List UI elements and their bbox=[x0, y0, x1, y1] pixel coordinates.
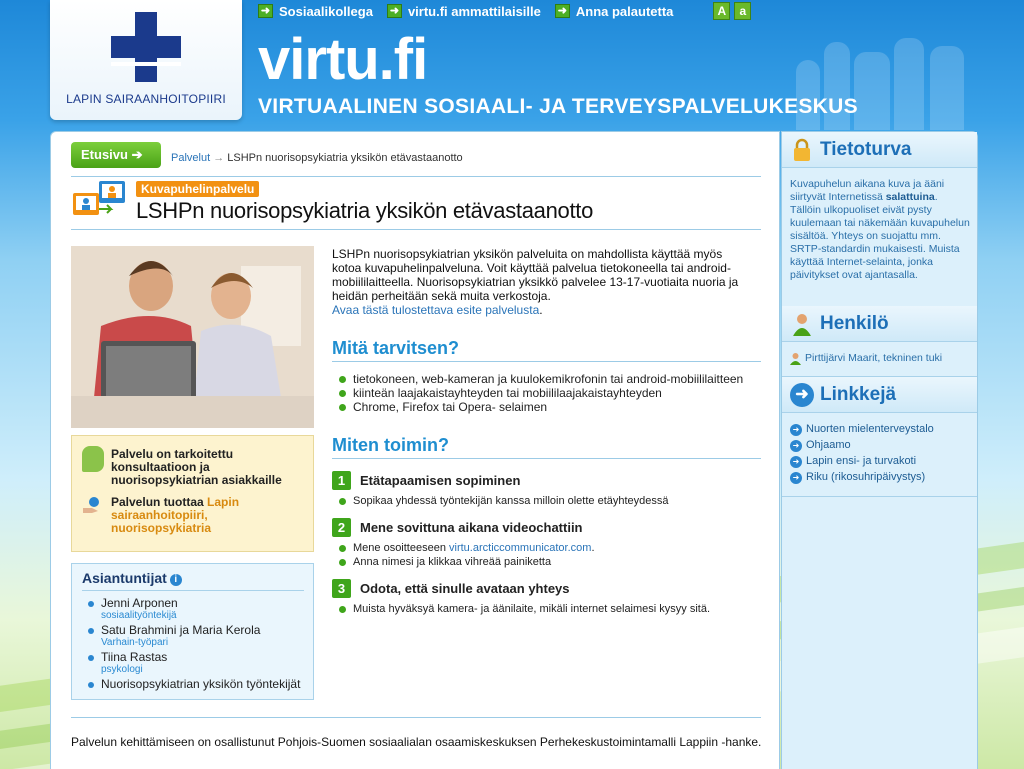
divider bbox=[71, 717, 761, 718]
nav-link-ammattilaisille[interactable]: ➜ virtu.fi ammattilaisille bbox=[387, 4, 541, 19]
breadcrumb-link-palvelut[interactable]: Palvelut bbox=[171, 152, 211, 164]
step-number: 1 bbox=[332, 471, 351, 490]
list-item: kiinteän laajakaistayhteyden tai mobiililaajakaistayhteyden bbox=[339, 386, 743, 400]
experts-box bbox=[71, 563, 314, 700]
arrow-circle-icon: ➜ bbox=[790, 383, 814, 407]
sidebar-link[interactable]: ➜ Ohjaamo bbox=[790, 438, 934, 453]
section-title-howto: Miten toimin? bbox=[332, 435, 449, 455]
links-list bbox=[790, 422, 934, 486]
logo-text: LAPIN SAIRAANHOITOPIIRI bbox=[66, 92, 226, 106]
divider bbox=[71, 176, 761, 177]
home-button[interactable]: Etusivu ➔ bbox=[71, 142, 161, 168]
step-1 bbox=[332, 471, 520, 490]
step-title: Etätapaamisen sopiminen bbox=[360, 473, 521, 488]
font-size-small-button[interactable]: a bbox=[734, 2, 751, 20]
list-item: Nuorisopsykiatrian yksikön työntekijät bbox=[88, 678, 300, 691]
list-item: Sopikaa yhdessä työntekijän kanssa milloin olette etäyhteydessä bbox=[339, 494, 669, 508]
person-icon bbox=[790, 312, 814, 336]
step-3 bbox=[332, 579, 570, 598]
page-title: LSHPn nuorisopsykiatria yksikön etävastaanotto bbox=[136, 198, 594, 223]
lock-icon bbox=[790, 138, 814, 162]
breadcrumb-current: LSHPn nuorisopsykiatria yksikön etävastaanotto bbox=[227, 152, 463, 164]
arrow-circle-icon: ➜ bbox=[790, 440, 802, 452]
arrow-circle-icon: ➜ bbox=[790, 424, 802, 436]
breadcrumb bbox=[171, 152, 463, 164]
divider bbox=[332, 361, 761, 362]
arrow-circle-icon: ➜ bbox=[790, 472, 802, 484]
section-title-needs: Mitä tarvitsen? bbox=[332, 338, 460, 358]
sidebar-header-links: ➜ Linkkejä bbox=[782, 377, 977, 413]
step-number: 3 bbox=[332, 579, 351, 598]
arrow-right-icon: ➔ bbox=[131, 147, 143, 162]
step-title: Odota, että sinulle avataan yhteys bbox=[360, 581, 570, 596]
arrow-right-icon: ➜ bbox=[555, 4, 570, 18]
font-size-large-button[interactable]: A bbox=[713, 2, 730, 20]
security-text: Kuvapuhelun aikana kuva ja ääni siirtyvät Internetissä salattuina. Tällöin ulkopuoliset eivät pysty kuulemaan tai näkemään kuvapuhelun sisältöä. Yhteys on suojattu mm. SRTP-standardin mukaisesti. Muista käyttää Internet-selainta, jonka päivitykset ovat ajantasalla. bbox=[790, 178, 970, 281]
list-item: Mene osoitteeseen virtu.arcticcommunicator.com. bbox=[339, 541, 595, 555]
list-item: Jenni Arponen sosiaalityöntekijä bbox=[88, 597, 300, 621]
service-info-box bbox=[71, 435, 314, 552]
main-content bbox=[50, 131, 780, 769]
person-small-icon bbox=[790, 353, 801, 365]
arrow-right-icon: ➜ bbox=[258, 4, 273, 18]
list-item: Satu Brahmini ja Maria Kerola Varhain-työpari bbox=[88, 624, 300, 648]
info-icon[interactable]: i bbox=[170, 574, 182, 586]
divider bbox=[332, 458, 761, 459]
arrow-right-icon: ➜ bbox=[387, 4, 402, 18]
lead-text: LSHPn nuorisopsykiatrian yksikön palveluita on mahdollista käyttää myös kotoa kuvapuhelinpalveluna. Voit käyttää palvelua tietokoneella tai android-mobiililaitteella. Nuorisopsykiatrian yksikkö palvelee 13-17-vuotiaita nuoria ja heidän perheitään sekä muita verkostoja. Avaa tästä tulostettava esite palvelusta. bbox=[332, 247, 739, 317]
brochure-link[interactable]: Avaa tästä tulostettava esite palvelusta bbox=[332, 303, 540, 317]
video-call-icon bbox=[71, 179, 129, 223]
speech-bubble-icon bbox=[82, 446, 104, 472]
cross-logo-icon bbox=[111, 12, 181, 82]
nav-link-sosiaalikollega[interactable]: ➜ Sosiaalikollega bbox=[258, 4, 373, 19]
provider-hand-icon bbox=[82, 496, 102, 514]
nav-link-palaute[interactable]: ➜ Anna palautetta bbox=[555, 4, 674, 19]
list-item: Anna nimesi ja klikkaa vihreää painiketta bbox=[339, 555, 595, 569]
sidebar-link[interactable]: ➜ Nuorten mielenterveystalo bbox=[790, 422, 934, 437]
sidebar bbox=[781, 131, 978, 769]
step-2 bbox=[332, 518, 583, 537]
sidebar-header-security: Tietoturva bbox=[782, 132, 977, 168]
needs-list bbox=[339, 372, 743, 414]
videochat-link[interactable]: virtu.arcticcommunicator.com bbox=[449, 542, 592, 554]
service-provider: Palvelun tuottaa Lapin sairaanhoitopiiri, nuorisopsykiatria bbox=[111, 495, 240, 535]
sidebar-link[interactable]: ➜ Riku (rikosuhripäivystys) bbox=[790, 470, 934, 485]
step-number: 2 bbox=[332, 518, 351, 537]
person-entry[interactable]: Pirttijärvi Maarit, tekninen tuki bbox=[790, 352, 970, 365]
top-nav bbox=[258, 0, 751, 22]
site-title[interactable]: virtu.fi bbox=[258, 27, 428, 92]
step-title: Mene sovittuna aikana videochattiin bbox=[360, 520, 583, 535]
list-item: tietokoneen, web-kameran ja kuulokemikrofonin tai android-mobiililaitteen bbox=[339, 372, 743, 386]
step-1-list bbox=[339, 494, 669, 508]
service-purpose: Palvelu on tarkoitettu konsultaatioon ja nuorisopsykiatrian asiakkaille bbox=[111, 447, 282, 487]
breadcrumb-separator: → bbox=[213, 152, 225, 164]
list-item: Muista hyväksyä kamera- ja äänilaite, mikäli internet selaimesi kysyy sitä. bbox=[339, 602, 710, 616]
footer-text: Palvelun kehittämiseen on osallistunut Pohjois-Suomen sosiaalialan osaamiskeskuksen Perhekeskustoimintamalli Lappiin -hanke. bbox=[71, 735, 762, 749]
people-silhouettes-image bbox=[790, 30, 1010, 130]
logo[interactable] bbox=[50, 0, 242, 120]
service-tag: Kuvapuhelinpalvelu bbox=[136, 181, 259, 197]
sidebar-link[interactable]: ➜ Lapin ensi- ja turvakoti bbox=[790, 454, 934, 469]
experts-list bbox=[88, 597, 300, 694]
list-item: Tiina Rastas psykologi bbox=[88, 651, 300, 675]
arrow-circle-icon: ➜ bbox=[790, 456, 802, 468]
list-item: Chrome, Firefox tai Opera- selaimen bbox=[339, 400, 743, 414]
site-subtitle: VIRTUAALINEN SOSIAALI- JA TERVEYSPALVELUKESKUS bbox=[258, 95, 858, 118]
step-2-list bbox=[339, 541, 595, 569]
divider bbox=[71, 229, 761, 230]
step-3-list bbox=[339, 602, 710, 616]
sidebar-header-person: Henkilö bbox=[782, 306, 977, 342]
photo-father-and-son-laptop bbox=[71, 246, 314, 428]
experts-title: Asiantuntijat i bbox=[82, 570, 182, 586]
